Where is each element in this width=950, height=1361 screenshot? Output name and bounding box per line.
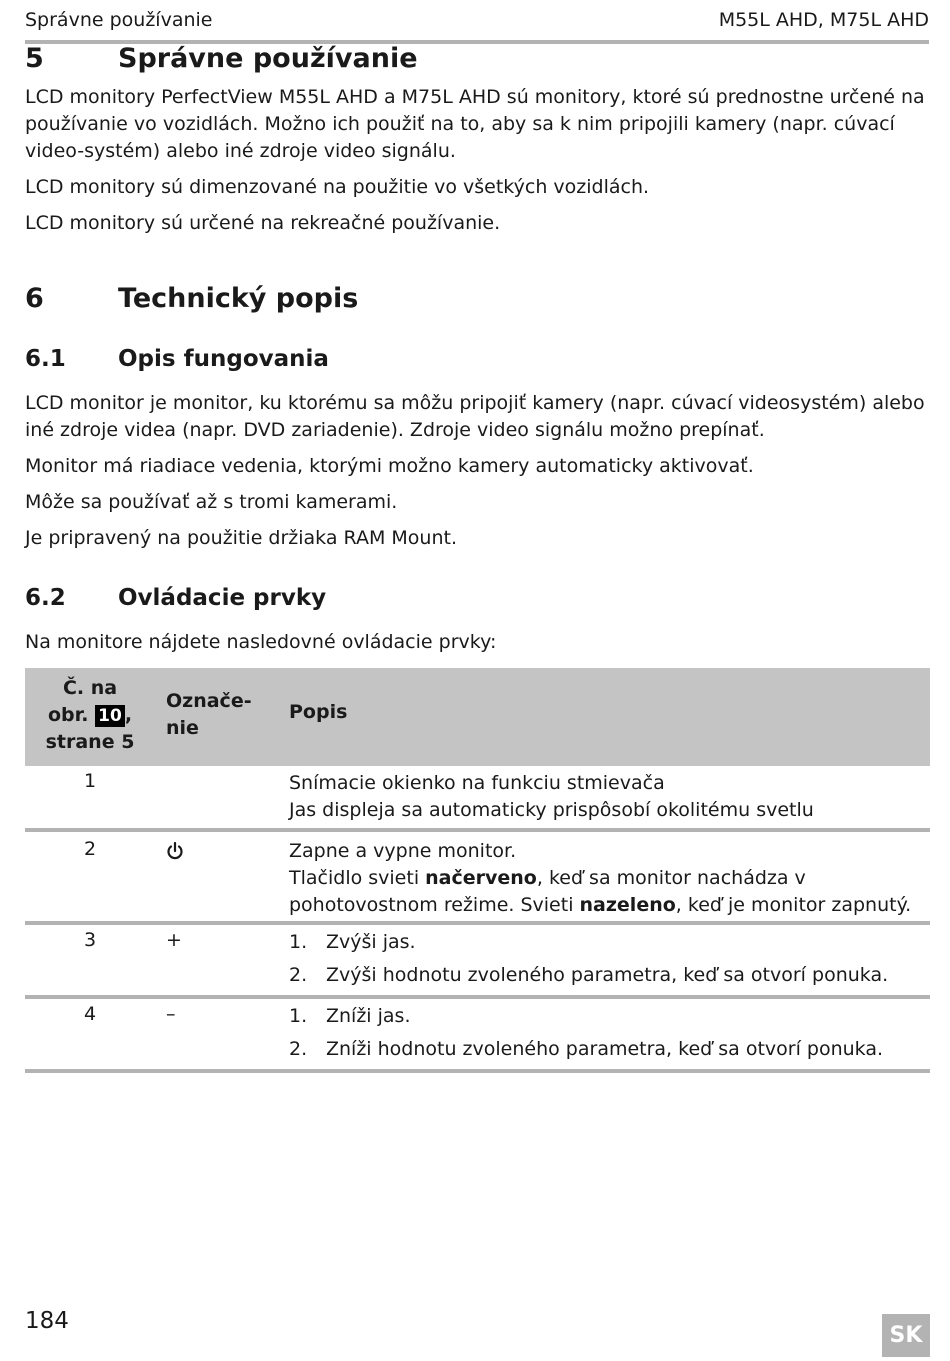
list-item: 1. Zníži jas. — [289, 1005, 411, 1027]
row-number: 3 — [83, 929, 97, 951]
paragraph: Môže sa používať až s tromi kamerami. — [25, 491, 398, 513]
header-model: M55L AHD, M75L AHD — [718, 9, 929, 31]
row-description — [289, 929, 929, 995]
section-number: 6 — [25, 283, 44, 314]
row-number: 1 — [83, 770, 97, 792]
paragraph: LCD monitory sú určené na rekreačné používanie. — [25, 212, 501, 234]
table-row — [25, 832, 930, 925]
list-item: 2. Zníži hodnotu zvoleného parametra, keď sa otvorí ponuka. — [289, 1038, 884, 1060]
minus-symbol: – — [166, 1003, 176, 1025]
paragraph: LCD monitory PerfectView M55L AHD a M75L AHD sú monitory, ktoré sú prednostne určené na používanie vo vozidlách. Možno ich použiť na to, aby sa k nim pripojili kamery (napr. cúvací video-systém) alebo iné zdroje video signálu. — [25, 86, 925, 162]
paragraph: LCD monitor je monitor, ku ktorému sa môžu pripojiť kamery (napr. cúvací videosystém) alebo iné zdroje videa (napr. DVD zariadenie). Zdroje video signálu možno prepínať. — [25, 392, 925, 441]
header-cell-label: Označe- nie — [166, 690, 252, 739]
row-description: Snímacie okienko na funkciu stmievača Jas displeja sa automaticky prispôsobí okolitému svetlu — [289, 772, 814, 821]
table-header — [25, 668, 930, 766]
section-title: Ovládacie prvky — [118, 585, 327, 611]
section-title: Správne používanie — [118, 43, 418, 74]
page-number: 184 — [25, 1308, 69, 1334]
row-number: 4 — [83, 1003, 97, 1025]
header-cell-description: Popis — [289, 701, 348, 723]
figure-badge: 10 — [95, 705, 125, 727]
row-number: 2 — [83, 838, 97, 860]
language-tab: SK — [882, 1314, 930, 1357]
row-description — [289, 1003, 929, 1069]
table-row — [25, 925, 930, 999]
controls-table — [25, 668, 930, 1073]
row-description: Zapne a vypne monitor. Tlačidlo svieti načerveno, keď sa monitor nachádza v pohotovostnom režime. Svieti nazeleno, keď je monitor zapnutý. — [289, 840, 912, 916]
paragraph: LCD monitory sú dimenzované na použitie vo všetkých vozidlách. — [25, 176, 650, 198]
power-icon — [166, 841, 184, 866]
section-number: 5 — [25, 43, 44, 74]
table-row — [25, 766, 930, 832]
list-item: 2. Zvýši hodnotu zvoleného parametra, keď sa otvorí ponuka. — [289, 964, 889, 986]
header-section-title: Správne používanie — [25, 9, 213, 31]
header-cell-number: Č. na obr. 10 , strane 5 — [45, 677, 135, 753]
paragraph: Monitor má riadiace vedenia, ktorými možno kamery automaticky aktivovať. — [25, 455, 754, 477]
paragraph: Na monitore nájdete nasledovné ovládacie prvky: — [25, 631, 497, 653]
plus-symbol: + — [166, 929, 182, 951]
section-title: Opis fungovania — [118, 346, 329, 372]
running-header — [25, 6, 929, 44]
section-title: Technický popis — [118, 283, 359, 314]
section-number: 6.2 — [25, 585, 66, 611]
table-row — [25, 999, 930, 1073]
paragraph: Je pripravený na použitie držiaka RAM Mount. — [25, 527, 457, 549]
section-number: 6.1 — [25, 346, 66, 372]
list-item: 1. Zvýši jas. — [289, 931, 416, 953]
